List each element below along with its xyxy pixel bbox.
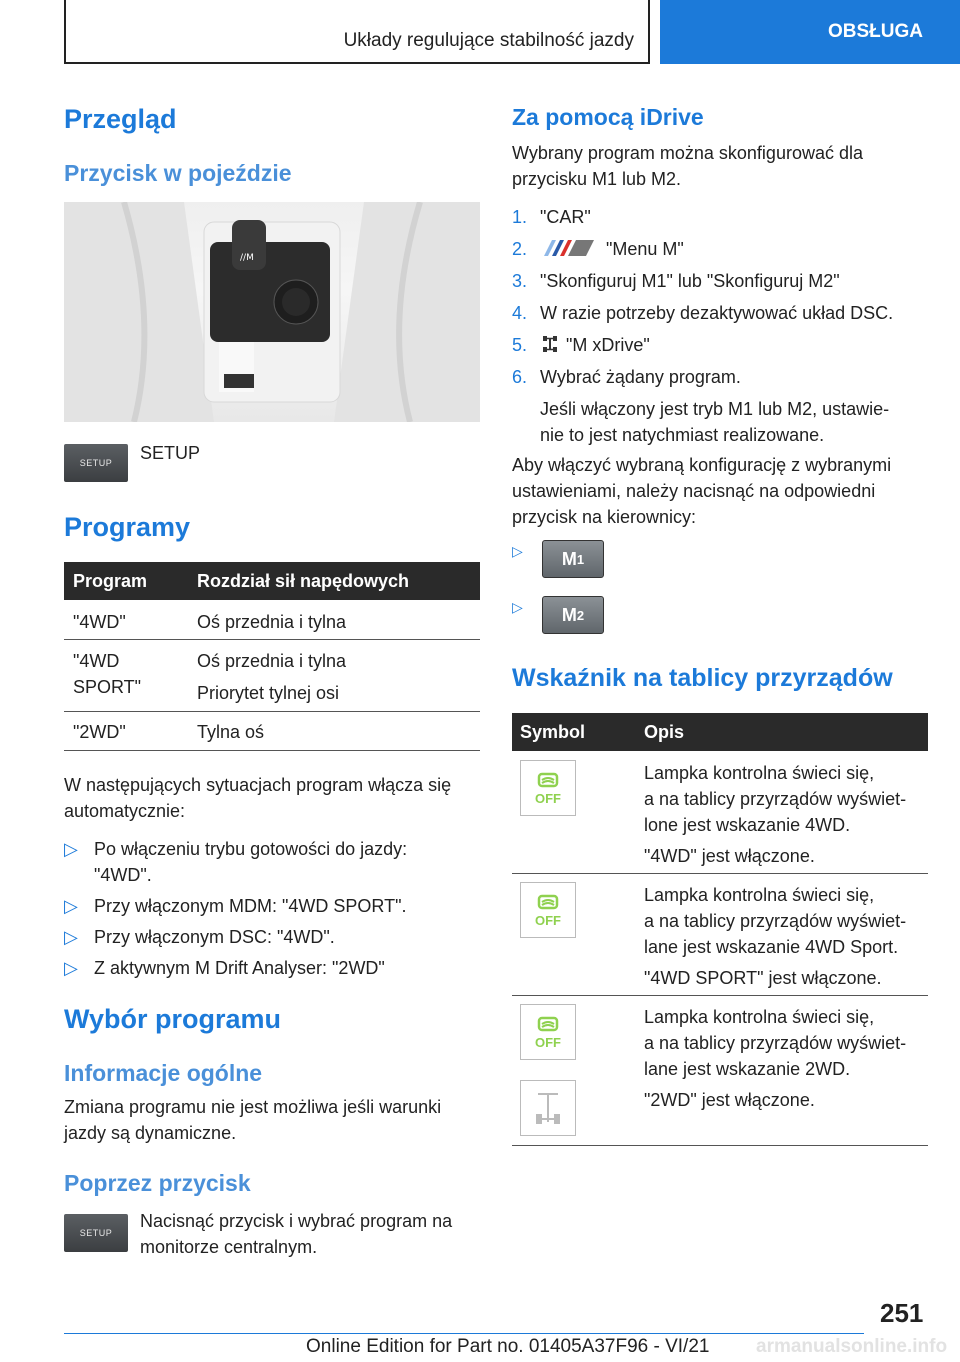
section-tab[interactable]: OBSŁUGA [660, 0, 960, 64]
bullet-3: Przy włączonym DSC: "4WD". [94, 927, 335, 947]
step-6-sub-2: nie to jest natychmiast realizowane. [540, 425, 825, 445]
m2-button-image [542, 596, 604, 634]
step-number: 2. [512, 239, 528, 259]
m1-letter: M [561, 548, 577, 569]
row2-l2: a na tablicy przyrządów wyświet- [644, 911, 907, 931]
heading-idrive: Za pomocą iDrive [512, 104, 704, 130]
row3-l2: a na tablicy przyrządów wyświet- [644, 1033, 907, 1053]
row1-l3: lone jest wskazanie 4WD. [644, 815, 851, 835]
m1-sup: 1 [576, 551, 585, 567]
row3-l1: Lampka kontrolna świeci się, [644, 1007, 875, 1027]
setup-button-image: SETUP [64, 444, 128, 482]
step-3-text: "Skonfiguruj M1" lub "Skonfiguruj M2" [540, 271, 840, 291]
auto-text-2: automatycznie: [64, 801, 186, 821]
m2-sup: 2 [576, 607, 585, 623]
dist-4wd-sport-2: Priorytet tylnej osi [197, 683, 340, 703]
step-2-text: "Menu M" [606, 239, 684, 259]
setup-button-image: SETUP [64, 1214, 128, 1252]
row-divider [512, 873, 928, 874]
rear-drive-axle-icon [520, 1080, 576, 1136]
activate-text-3: przycisk na kierownicy: [512, 507, 697, 527]
xdrive-icon [540, 334, 560, 354]
bullet-4: Z aktywnym M Drift Analyser: "2WD" [94, 958, 385, 978]
row2-l1: Lampka kontrolna świeci się, [644, 885, 875, 905]
bullet-triangle-icon: ▷ [64, 927, 78, 947]
step-number: 4. [512, 303, 528, 323]
col-symbol: Symbol [520, 722, 586, 742]
heading-general-info: Informacje ogólne [64, 1060, 263, 1086]
2wd-off-indicator-icon: OFF [520, 1004, 576, 1060]
step-number: 3. [512, 271, 528, 291]
row3-l4: "2WD" jest włączone. [644, 1090, 815, 1110]
row-divider [64, 711, 480, 712]
4wd-sport-off-indicator-icon: OFF [520, 882, 576, 938]
program-table-header [64, 562, 480, 600]
watermark: armanualsonline.info [756, 1336, 948, 1357]
bullet-1-l2: "4WD". [94, 865, 152, 885]
dist-2wd: Tylna oś [197, 722, 265, 742]
step-6-text: Wybrać żądany program. [540, 367, 741, 387]
activate-text-2: ustawieniami, należy nacisnąć na odpowiedni [512, 481, 876, 501]
program-4wd-sport-l1: "4WD [73, 651, 120, 671]
row3-l3: lane jest wskazanie 2WD. [644, 1059, 851, 1079]
svg-text://M: //M [240, 253, 254, 263]
bullet-triangle-icon: ▷ [512, 599, 523, 615]
col-program: Program [73, 571, 148, 591]
footer-rule [64, 1333, 864, 1334]
heading-button-in-vehicle: Przycisk w pojeździe [64, 160, 292, 186]
row1-l4: "4WD" jest włączone. [644, 846, 815, 866]
step-6-sub-1: Jeśli włączony jest tryb M1 lub M2, ustawie- [540, 399, 890, 419]
symbol-table-header [512, 713, 928, 751]
m-logo-icon [540, 238, 596, 258]
general-text-1: Zmiana programu nie jest możliwa jeśli warunki [64, 1097, 442, 1117]
step-number: 1. [512, 207, 528, 227]
row-divider [512, 995, 928, 996]
bullet-triangle-icon: ▷ [64, 839, 78, 859]
step-number: 5. [512, 335, 528, 355]
page-number: 251 [880, 1298, 924, 1328]
row-divider [64, 639, 480, 640]
chapter-title: Układy regulujące stabilność jazdy [343, 30, 634, 51]
row1-l2: a na tablicy przyrządów wyświet- [644, 789, 907, 809]
heading-via-button: Poprzez przycisk [64, 1170, 251, 1196]
heading-overview: Przegląd [64, 104, 177, 134]
step-4-text: W razie potrzeby dezaktywować układ DSC. [540, 303, 894, 323]
edition-text: Online Edition for Part no. 01405A37F96 - VI/21 [306, 1336, 710, 1357]
col-distribution: Rozdział sił napędowych [197, 571, 410, 591]
via-text-2: monitorze centralnym. [140, 1237, 318, 1257]
heading-programs: Programy [64, 512, 191, 542]
step-number: 6. [512, 367, 528, 387]
4wd-off-indicator-icon: OFF [520, 760, 576, 816]
general-text-2: jazdy są dynamiczne. [64, 1123, 237, 1143]
idrive-intro-1: Wybrany program można skonfigurować dla [512, 143, 863, 163]
center-console-photo [64, 202, 480, 422]
bullet-1-l1: Po włączeniu trybu gotowości do jazdy: [94, 839, 408, 859]
heading-program-selection: Wybór programu [64, 1004, 282, 1034]
step-5-text: "M xDrive" [566, 335, 650, 355]
bullet-triangle-icon: ▷ [64, 896, 78, 916]
row2-l3: lane jest wskazanie 4WD Sport. [644, 937, 899, 957]
row1-l1: Lampka kontrolna świeci się, [644, 763, 875, 783]
idrive-intro-2: przycisku M1 lub M2. [512, 169, 682, 189]
m2-letter: M [561, 604, 577, 625]
activate-text-1: Aby włączyć wybraną konfigurację z wybranymi [512, 455, 892, 475]
row-divider [512, 1145, 928, 1146]
auto-text-1: W następujących sytuacjach program włącza się [64, 775, 452, 795]
row2-l4: "4WD SPORT" jest włączone. [644, 968, 882, 988]
bullet-triangle-icon: ▷ [512, 543, 523, 559]
heading-instrument-indicator: Wskaźnik na tablicy przyrządów [512, 664, 893, 692]
program-2wd: "2WD" [73, 722, 126, 742]
via-text-1: Nacisnąć przycisk i wybrać program na [140, 1211, 453, 1231]
setup-label: SETUP [140, 443, 201, 463]
row-divider [64, 750, 480, 751]
m1-button-image [542, 540, 604, 578]
dist-4wd: Oś przednia i tylna [197, 612, 347, 632]
program-4wd-sport-l2: SPORT" [73, 677, 142, 697]
bullet-triangle-icon: ▷ [64, 958, 78, 978]
step-1-text: "CAR" [540, 207, 591, 227]
col-description: Opis [644, 722, 685, 742]
program-4wd: "4WD" [73, 612, 126, 632]
bullet-2: Przy włączonym MDM: "4WD SPORT". [94, 896, 407, 916]
dist-4wd-sport-1: Oś przednia i tylna [197, 651, 347, 671]
